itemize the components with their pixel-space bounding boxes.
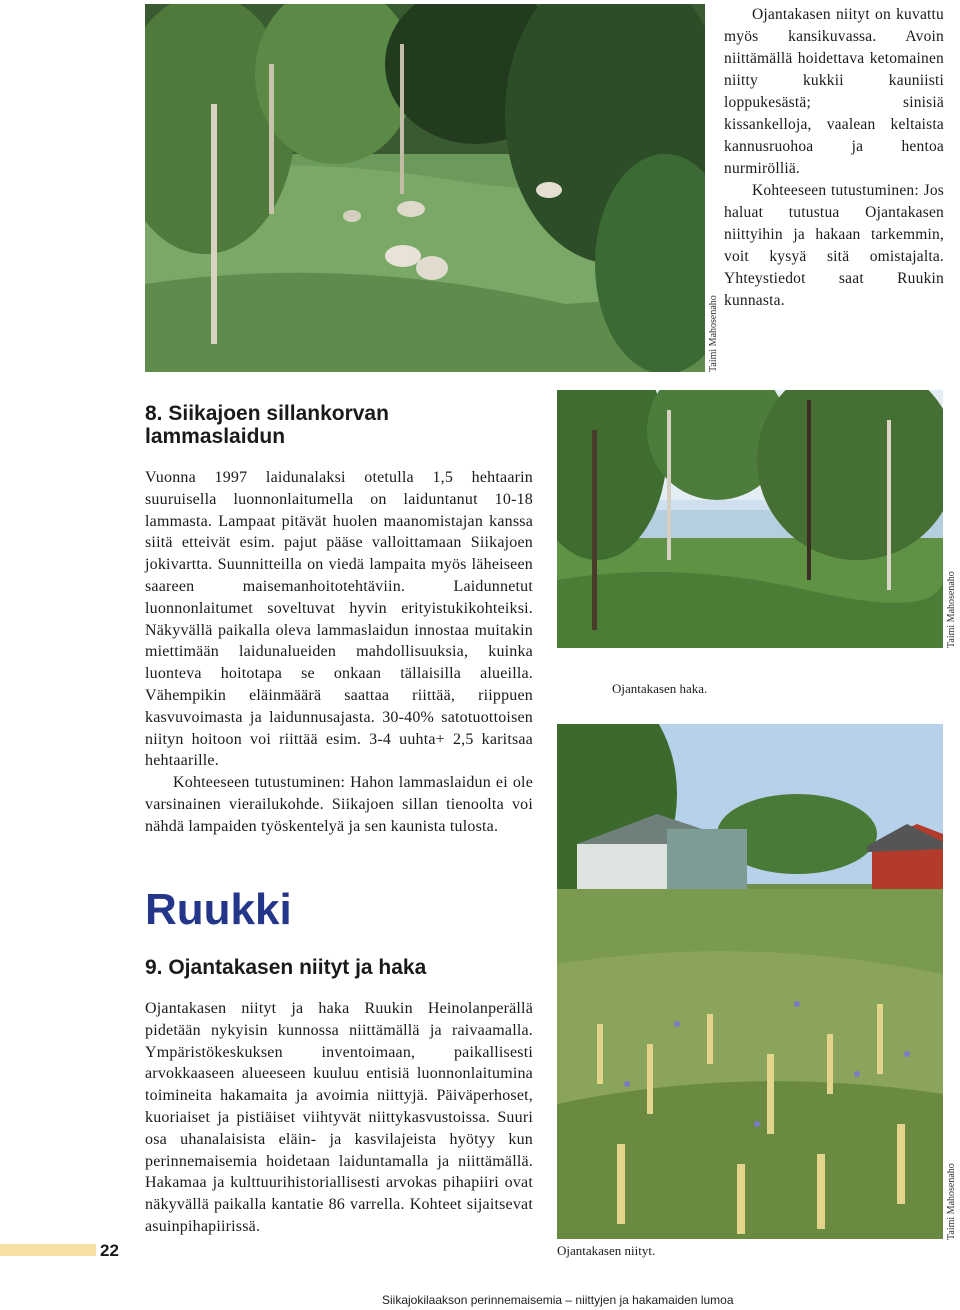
section8-visit-info: Kohteeseen tutustuminen: Hahon lammaslaidun ei ole varsinainen vierailukohde. Siikajoen sillan tienoolta voi nähdä lampaiden työskentelyä ja sen kaunista tulosta. (145, 774, 533, 835)
caption-visit-info: Kohteeseen tutustuminen: Jos haluat tutustua Ojantakasen niittyihin ja hakaan tarkemmin, voit kysyä sitä omistajalta. Yhteystiedot saat Ruukin kunnasta. (724, 182, 944, 309)
niityt-caption: Ojantakasen niityt. (557, 1243, 656, 1258)
photo-sheep-meadow (145, 4, 705, 372)
sheep-photo-caption (724, 4, 944, 312)
page-number: 22 (100, 1241, 119, 1260)
section9-paragraph: Ojantakasen niityt ja haka Ruukin Heinolanperällä pidetään nykyisin kunnossa niittämällä ja raivaamalla. Ympäristökeskuksen inventoimaan, paikallisesti arvokkaaseen alueeseen kuuluu entisiä luonnonlaitumina toimineita hakamaita ja avoimia niittyjä. Päiväperhoset, kuoriaiset ja pistiäiset viihtyvät niittykasvustoissa. Suuri osa uhanalaisista eläin- ja kasvilajeista hyötyy kun perinnemaisemia hoidetaan laiduntamalla ja niittämällä. Hakamaa ja kulttuurihistoriallisesti arvokas pihapiiri ovat näkyvällä paikalla kantatie 86 varrella. Kohteet sijaitsevat asuinpihapiirissä. (145, 1000, 533, 1235)
section8-paragraph: Vuonna 1997 laidunalaksi otetulla 1,5 hehtaarin suuruisella luonnonlaitumella on laiduntanut 10-18 lammasta. Lampaat pitävät huolen maanomistajan kanssa siitä etteivät esim. pajut pääse valloittamaan Siikajoen jokivartta. Suunnitteilla on viedä lampaita myös läheiseen saareen maisemanhoitotehtäviin. Laidunnetut luonnonlaitumet soveltuvat hyvin erityistukikohteiksi. Näkyvällä paikalla oleva lammaslaidun innostaa muitakin miettimään laidunalueiden mahdollisuuksia, kuinka luonteva hoitotapa se onkaan tällaisilla alueilla. Vähempikin eläinmäärä saattaa riittää, riippuen kasvuvoimasta ja laidunnusajasta. 30-40% satotuottoisen niityn hoitoon voi riittää esim. 3-4 uuhta+ 2,5 karitsaa hehtaarille. (145, 469, 533, 770)
page-footer: Siikajokilaakson perinnemaisemia – niittyjen ja hakamaiden lumoa (382, 1293, 734, 1307)
haka-caption: Ojantakasen haka. (612, 681, 708, 696)
photo-credit-1: Taimi Mahosenaho (708, 295, 719, 372)
photo-ojantakasen-niityt (557, 724, 943, 1239)
caption-description: Ojantakasen niityt on kuvattu myös kansikuvassa. Avoin niittämällä hoidettava ketomainen niitty kukkii kauniisti loppukesästä; sinisiä kissankelloja, vaalean keltaista kannusruohoa ja hentoa nurmirölliä. (724, 6, 944, 177)
photo-credit-3: Taimi Mahosenaho (946, 1163, 957, 1240)
photo-credit-2: Taimi Mahosenaho (946, 571, 957, 648)
photo-ojantakasen-haka (557, 390, 943, 648)
section9-body (145, 998, 533, 1238)
section8-heading: 8. Siikajoen sillankorvan lammaslaidun (145, 402, 389, 448)
section8-body (145, 467, 533, 838)
page-number-bar (0, 1244, 96, 1256)
section9-heading: 9. Ojantakasen niityt ja haka (145, 956, 427, 979)
section-title: Ruukki (145, 885, 292, 934)
